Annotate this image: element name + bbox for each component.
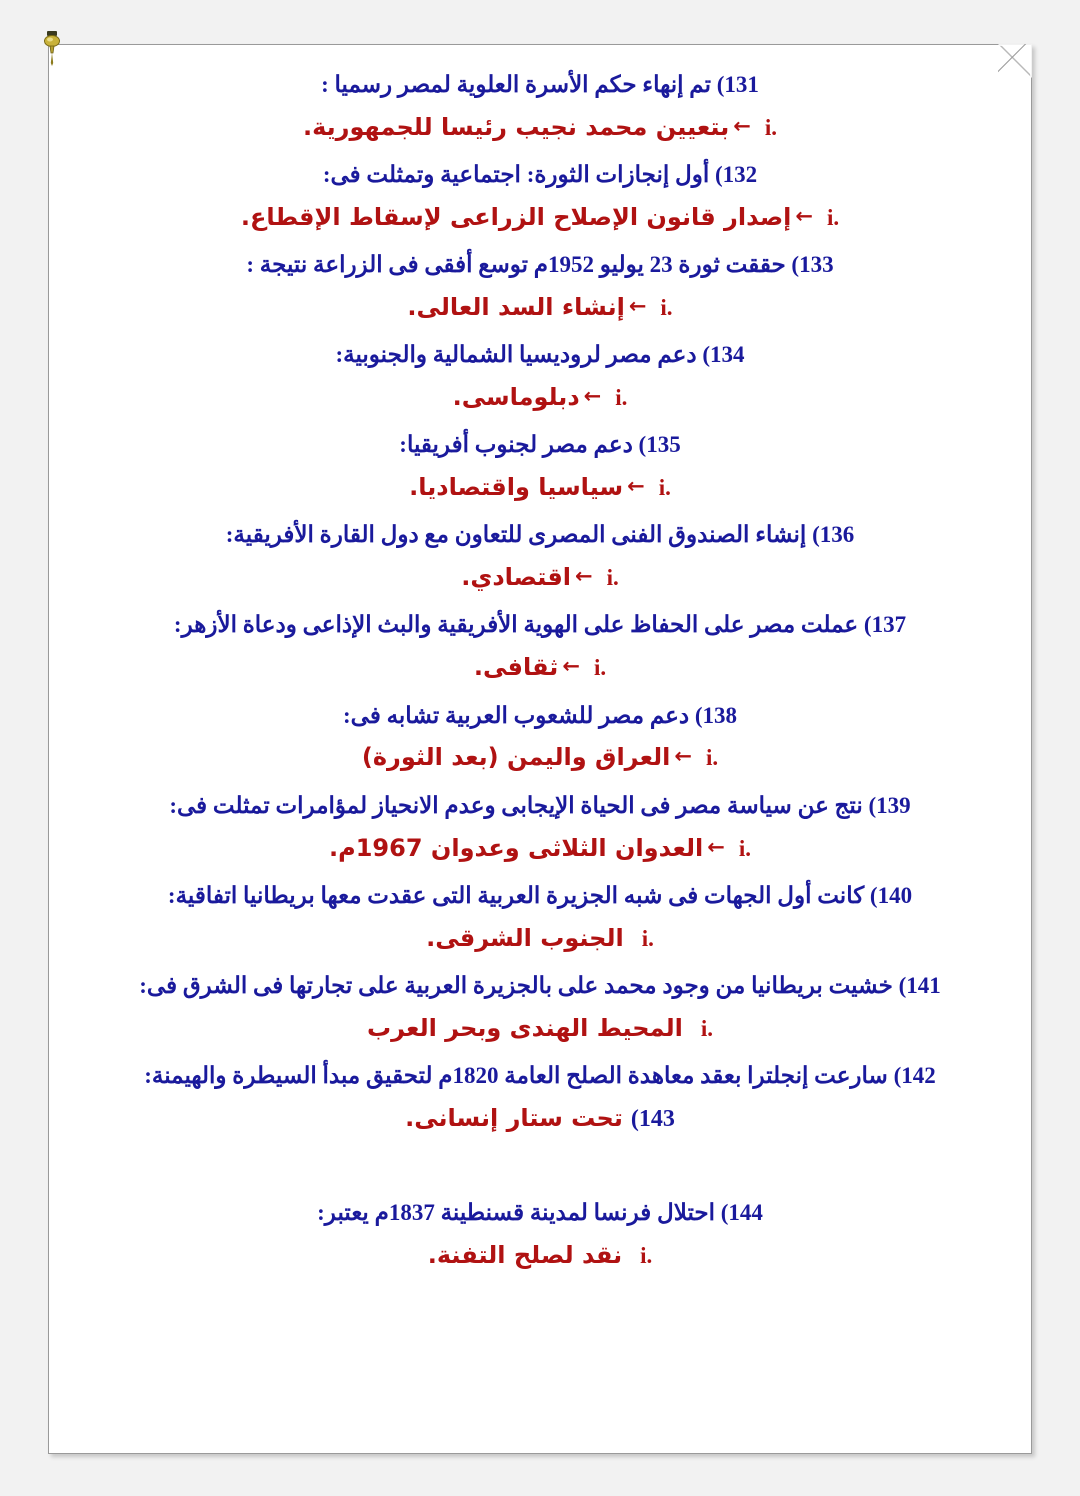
answer-row-132 bbox=[71, 192, 1009, 241]
answer-text-144: نقد لصلح التفنة. bbox=[427, 1240, 623, 1269]
arrow-icon-136: ← bbox=[575, 564, 593, 589]
answer-row-139 bbox=[71, 823, 1009, 872]
question-text-134: 134) دعم مصر لروديسيا الشمالية والجنوبية: bbox=[335, 342, 745, 368]
arrow-icon-137: ← bbox=[562, 654, 580, 679]
qa-block-136 bbox=[71, 511, 1009, 601]
answer-text-140: الجنوب الشرقى. bbox=[426, 923, 624, 952]
answer-text-133: إنشاء السد العالى. bbox=[407, 293, 625, 322]
answer-text-135: سياسيا واقتصاديا. bbox=[409, 473, 624, 502]
answer-text-132: إصدار قانون الإصلاح الزراعى لإسقاط الإقطاع. bbox=[240, 202, 792, 231]
qa-block-142 bbox=[71, 1052, 1009, 1143]
qa-block-132 bbox=[71, 151, 1009, 241]
answer-row-138 bbox=[71, 732, 1009, 781]
answer-row-133 bbox=[71, 282, 1009, 331]
answer-marker-140: i. bbox=[641, 925, 654, 951]
answer-text-137: ثقافى. bbox=[473, 653, 559, 682]
answer-marker-132: i. bbox=[826, 204, 840, 230]
answer-marker-139: i. bbox=[738, 835, 751, 861]
arrow-icon-138: ← bbox=[674, 744, 692, 769]
question-text-131: 131) تم إنهاء حكم الأسرة العلوية لمصر رسميا : bbox=[321, 72, 759, 97]
answer-row-131 bbox=[71, 102, 1009, 151]
qa-block-140 bbox=[71, 872, 1009, 962]
answer-row-140 bbox=[71, 913, 1009, 962]
answer-text-141: المحيط الهندى وبحر العرب bbox=[366, 1013, 683, 1042]
question-text-140: 140) كانت أول الجهات فى شبه الجزيرة العربية التى عقدت معها بريطانيا اتفاقية: bbox=[167, 882, 913, 908]
answer-row-135 bbox=[71, 462, 1009, 511]
answer-marker-134: i. bbox=[615, 385, 628, 411]
arrow-icon-131: ← bbox=[733, 113, 751, 138]
answer-row-137 bbox=[71, 642, 1009, 691]
answer-row-141 bbox=[71, 1003, 1009, 1052]
question-text-138: 138) دعم مصر للشعوب العربية تشابه فى: bbox=[343, 702, 737, 728]
answer-text-136: اقتصادي. bbox=[461, 563, 572, 592]
qa-block-139 bbox=[71, 782, 1009, 872]
answer-row-143 bbox=[71, 1093, 1009, 1143]
qa-block-134 bbox=[71, 331, 1009, 421]
qa-block-141 bbox=[71, 962, 1009, 1052]
answer-text-134: دبلوماسى. bbox=[452, 383, 580, 412]
arrow-icon-139: ← bbox=[707, 834, 725, 859]
answer-marker-135: i. bbox=[658, 475, 671, 501]
arrow-icon-132: ← bbox=[795, 203, 813, 228]
answer-row-144 bbox=[71, 1230, 1009, 1279]
arrow-icon-135: ← bbox=[627, 474, 645, 499]
qa-block-131 bbox=[71, 61, 1009, 151]
answer-text-139: العدوان الثلاثى وعدوان 1967م. bbox=[329, 833, 704, 862]
qa-block-144 bbox=[71, 1189, 1009, 1279]
question-text-135: 135) دعم مصر لجنوب أفريقيا: bbox=[399, 432, 681, 458]
arrow-icon-134: ← bbox=[583, 384, 602, 409]
answer-text-131: بتعيين محمد نجيب رئيسا للجمهورية. bbox=[303, 112, 730, 141]
question-text-139: 139) نتج عن سياسة مصر فى الحياة الإيجابى وعدم الانحياز لمؤامرات تمثلت فى: bbox=[169, 792, 911, 818]
questions-list bbox=[49, 61, 1031, 1279]
answer-marker-136: i. bbox=[606, 565, 619, 591]
arrow-icon-133: ← bbox=[628, 294, 647, 319]
question-text-132: 132) أول إنجازات الثورة: اجتماعية وتمثلت فى: bbox=[322, 162, 758, 188]
answer-marker-143: 143) bbox=[630, 1105, 675, 1132]
qa-block-133 bbox=[71, 241, 1009, 331]
qa-block-135 bbox=[71, 421, 1009, 511]
answer-marker-133: i. bbox=[660, 295, 673, 321]
question-text-142: 142) سارعت إنجلترا بعقد معاهدة الصلح العامة 1820م لتحقيق مبدأ السيطرة والهيمنة: bbox=[144, 1062, 936, 1088]
question-text-141: 141) خشيت بريطانيا من وجود محمد على بالجزيرة العربية على تجارتها فى الشرق فى: bbox=[139, 972, 941, 998]
answer-marker-141: i. bbox=[700, 1015, 714, 1041]
answer-text-138: العراق واليمن (بعد الثورة) bbox=[361, 743, 671, 772]
question-text-133: 133) حققت ثورة 23 يوليو 1952م توسع أفقى فى الزراعة نتيجة : bbox=[246, 252, 834, 278]
answer-marker-131: i. bbox=[764, 114, 777, 140]
question-text-136: 136) إنشاء الصندوق الفنى المصرى للتعاون مع دول القارة الأفريقية: bbox=[225, 522, 855, 548]
qa-block-138 bbox=[71, 692, 1009, 782]
answer-marker-138: i. bbox=[706, 745, 719, 771]
question-text-137: 137) عملت مصر على الحفاظ على الهوية الأفريقية والبث الإذاعى ودعاة الأزهر: bbox=[173, 612, 907, 638]
answer-marker-144: i. bbox=[640, 1242, 653, 1268]
answer-text-143: تحت ستار إنسانى. bbox=[405, 1103, 623, 1132]
answer-row-134 bbox=[71, 372, 1009, 421]
document-page bbox=[48, 44, 1032, 1454]
answer-row-136 bbox=[71, 552, 1009, 601]
question-text-144: 144) احتلال فرنسا لمدينة قسنطينة 1837م يعتبر: bbox=[317, 1199, 763, 1225]
section-spacer bbox=[71, 1143, 1009, 1189]
qa-block-137 bbox=[71, 601, 1009, 691]
answer-marker-137: i. bbox=[593, 655, 607, 681]
